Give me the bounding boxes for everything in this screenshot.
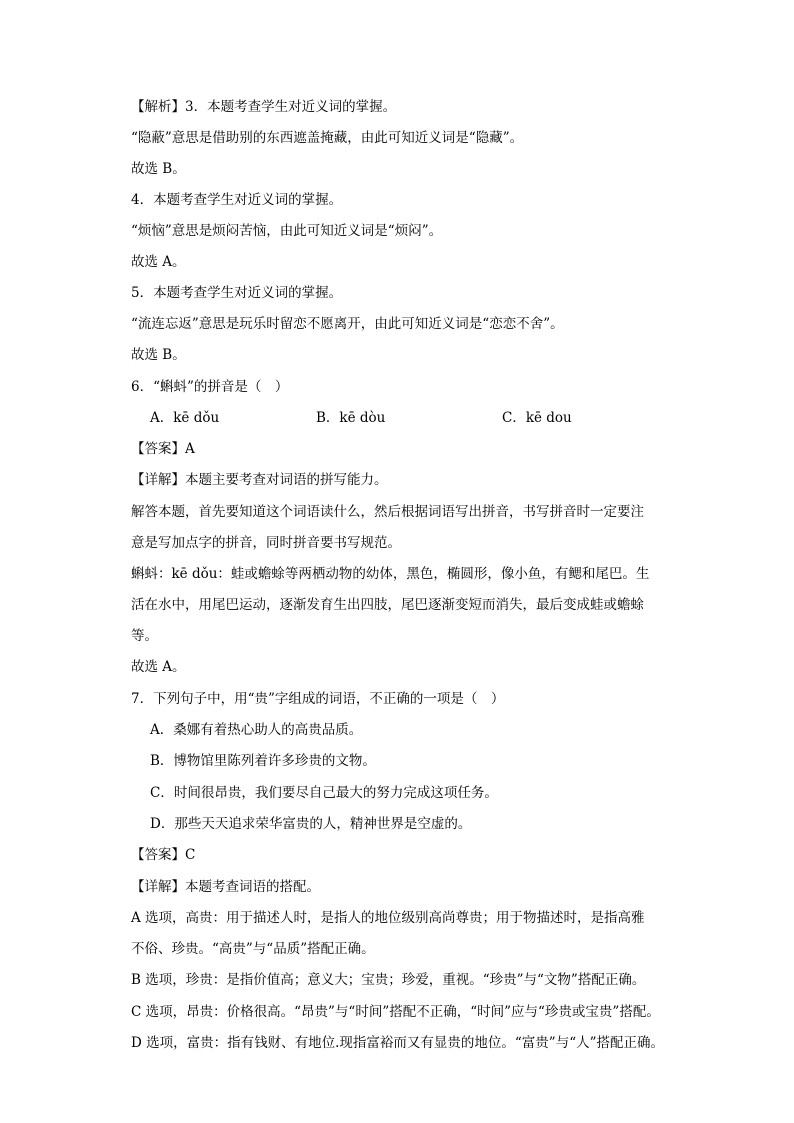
question-6-option-b: B．kē dòu bbox=[316, 410, 386, 426]
question-7-option-b: B．博物馆里陈列着许多珍贵的文物。 bbox=[150, 753, 376, 769]
question-7-detail-c: C 选项，昂贵：价格很高。“昂贵”与“时间”搭配不正确，“时间”应与“珍贵或宝贵”搭配。 bbox=[131, 1004, 660, 1020]
question-6-choice: 故选 A。 bbox=[131, 659, 186, 675]
question-6-detail-line-2: 意是写加点字的拼音，同时拼音要书写规范。 bbox=[131, 535, 401, 551]
question-7-detail-b: B 选项，珍贵：是指价值高；意义大；宝贵；珍爱，重视。“珍贵”与“文物”搭配正确。 bbox=[131, 972, 646, 988]
question-7-option-a: A．桑娜有着热心助人的高贵品质。 bbox=[150, 722, 363, 738]
question-7-option-c: C．时间很昂贵，我们要尽自己最大的努力完成这项任务。 bbox=[150, 785, 498, 801]
question-6-option-a: A．kē dǒu bbox=[150, 410, 220, 426]
analysis-q5-choice: 故选 B。 bbox=[131, 347, 186, 363]
analysis-q3-choice: 故选 B。 bbox=[131, 161, 186, 177]
question-7-detail-heading: 【详解】本题考查词语的搭配。 bbox=[131, 879, 320, 895]
analysis-q3-heading: 【解析】3．本题考查学生对近义词的掌握。 bbox=[131, 99, 397, 115]
question-7-answer: 【答案】C bbox=[131, 847, 196, 863]
question-7-detail-d: D 选项，富贵：指有钱财、有地位.现指富裕而又有显贵的地位。“富贵”与“人”搭配正确。 bbox=[131, 1035, 665, 1051]
question-6-definition-line-1: 蝌蚪：kē dǒu：蛙或蟾蜍等两栖动物的幼体，黑色，椭圆形，像小鱼，有鳃和尾巴。生 bbox=[131, 566, 650, 582]
question-6-option-c: C．kē dou bbox=[502, 410, 572, 426]
question-6-stem: 6．“蝌蚪”的拼音是（ ） bbox=[131, 379, 289, 395]
analysis-q3-text: “隐蔽”意思是借助别的东西遮盖掩藏，由此可知近义词是“隐藏”。 bbox=[131, 130, 524, 146]
analysis-q5-heading: 5．本题考查学生对近义词的掌握。 bbox=[131, 285, 343, 301]
question-6-detail-line-1: 解答本题，首先要知道这个词语读什么，然后根据词语写出拼音，书写拼音时一定要注 bbox=[131, 504, 644, 520]
question-7-option-d: D．那些天天追求荣华富贵的人，精神世界是空虚的。 bbox=[150, 816, 472, 832]
question-7-detail-a-line-1: A 选项，高贵：用于描述人时，是指人的地位级别高尚尊贵；用于物描述时，是指高雅 bbox=[131, 910, 645, 926]
question-7-stem: 7．下列句子中，用“贵”字组成的词语，不正确的一项是（ ） bbox=[131, 691, 505, 707]
analysis-q4-text: “烦恼”意思是烦闷苦恼，由此可知近义词是“烦闷”。 bbox=[131, 223, 443, 239]
question-6-detail-heading: 【详解】本题主要考查对词语的拼写能力。 bbox=[131, 472, 388, 488]
analysis-q5-text: “流连忘返”意思是玩乐时留恋不愿离开，由此可知近义词是“恋恋不舍”。 bbox=[131, 316, 564, 332]
question-7-detail-a-line-2: 不俗、珍贵。“高贵”与“品质”搭配正确。 bbox=[131, 941, 375, 957]
analysis-q4-choice: 故选 A。 bbox=[131, 254, 186, 270]
question-6-definition-line-3: 等。 bbox=[131, 628, 158, 644]
question-6-answer: 【答案】A bbox=[131, 441, 195, 457]
question-6-definition-line-2: 活在水中，用尾巴运动，逐渐发育生出四肢，尾巴逐渐变短而消失，最后变成蛙或蟾蜍 bbox=[131, 597, 644, 613]
analysis-q4-heading: 4．本题考查学生对近义词的掌握。 bbox=[131, 192, 343, 208]
